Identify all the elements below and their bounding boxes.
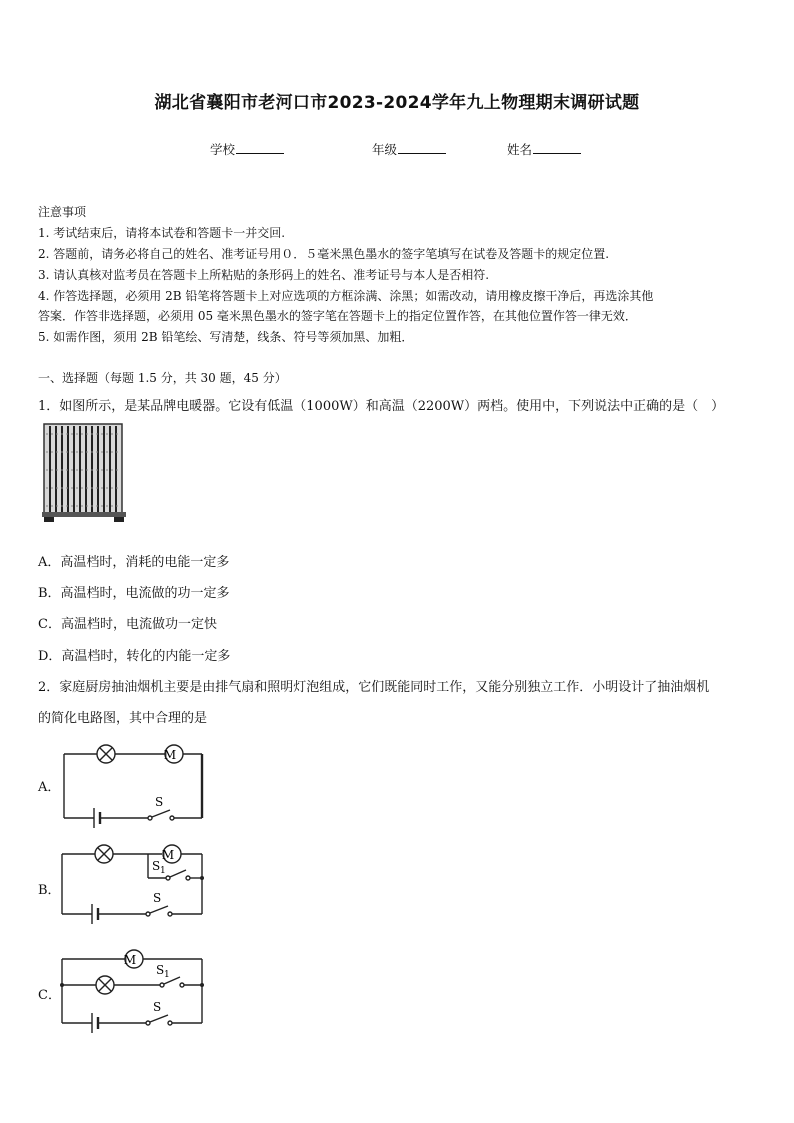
q2-option-a-label: A． <box>38 780 61 795</box>
motor-symbol-b: M <box>161 848 175 862</box>
question-2-stem-line2: 的简化电路图，其中合理的是 <box>38 711 208 726</box>
section-heading: 一、选择题（每题 1.5 分，共 30 题，45 分） <box>38 371 287 385</box>
note-item: 1. 考试结束后，请将本试卷和答题卡一并交回. <box>38 226 286 240</box>
switch1-label-b: S <box>152 859 161 873</box>
school-label: 学校 <box>210 142 236 157</box>
switch-label-c: S <box>153 1000 162 1014</box>
grade-field <box>372 140 446 158</box>
switch1-label-c: S <box>156 963 165 977</box>
q1-option-a: A．高温档时，消耗的电能一定多 <box>38 555 230 570</box>
grade-label: 年级 <box>372 142 398 157</box>
q2-option-b-label: B． <box>38 883 61 898</box>
switch-label-a: S <box>155 795 164 809</box>
notes-heading: 注意事项 <box>38 205 87 219</box>
q2-option-c-label: C． <box>38 988 61 1003</box>
name-field <box>507 140 581 158</box>
circuit-c <box>58 943 208 1033</box>
name-label: 姓名 <box>507 142 533 157</box>
page-title: 湖北省襄阳市老河口市2023-2024学年九上物理期末调研试题 <box>154 93 640 113</box>
circuit-a <box>58 738 208 828</box>
note-item: 3. 请认真核对监考员在答题卡上所粘贴的条形码上的姓名、准考证号与本人是否相符. <box>38 268 490 282</box>
switch1-sub-c: 1 <box>164 970 170 980</box>
note-item: 5. 如需作图，须用 2B 铅笔绘、写清楚，线条、符号等须加黑、加粗． <box>38 330 414 344</box>
school-blank <box>236 141 284 154</box>
switch1-sub-b: 1 <box>160 866 166 876</box>
school-field <box>210 140 284 158</box>
note-item: 答案．作答非选择题，必须用 05 毫米黑色墨水的签字笔在答题卡上的指定位置作答，在其他位置作答一律无效． <box>38 309 637 323</box>
name-blank <box>533 141 581 154</box>
motor-symbol-a: M <box>163 748 177 762</box>
note-item: 4. 作答选择题，必须用 2B 铅笔将答题卡上对应选项的方框涂满、涂黑；如需改动，请用橡皮擦干净后，再选涂其他 <box>38 289 654 303</box>
q1-option-d: D．高温档时，转化的内能一定多 <box>38 649 231 664</box>
note-item: 2. 答题前，请务必将自己的姓名、准考证号用０．５毫米黑色墨水的签字笔填写在试卷及答题卡的规定位置. <box>38 247 610 261</box>
q1-option-b: B．高温档时，电流做的功一定多 <box>38 586 230 601</box>
switch-label-b: S <box>153 891 162 905</box>
q1-option-c: C．高温档时，电流做功一定快 <box>38 617 217 632</box>
motor-symbol-c: M <box>123 953 137 967</box>
circuit-b <box>58 838 208 924</box>
grade-blank <box>398 141 446 154</box>
question-2-stem-line1: 2．家庭厨房抽油烟机主要是由排气扇和照明灯泡组成，它们既能同时工作，又能分别独立工作．小明设计了抽油烟机 <box>38 680 710 695</box>
question-1-stem: 1．如图所示，是某品牌电暖器。它设有低温（1000W）和高温（2200W）两档。使用中，下列说法中正确的是（ ） <box>38 399 725 414</box>
heater-image <box>40 422 130 527</box>
